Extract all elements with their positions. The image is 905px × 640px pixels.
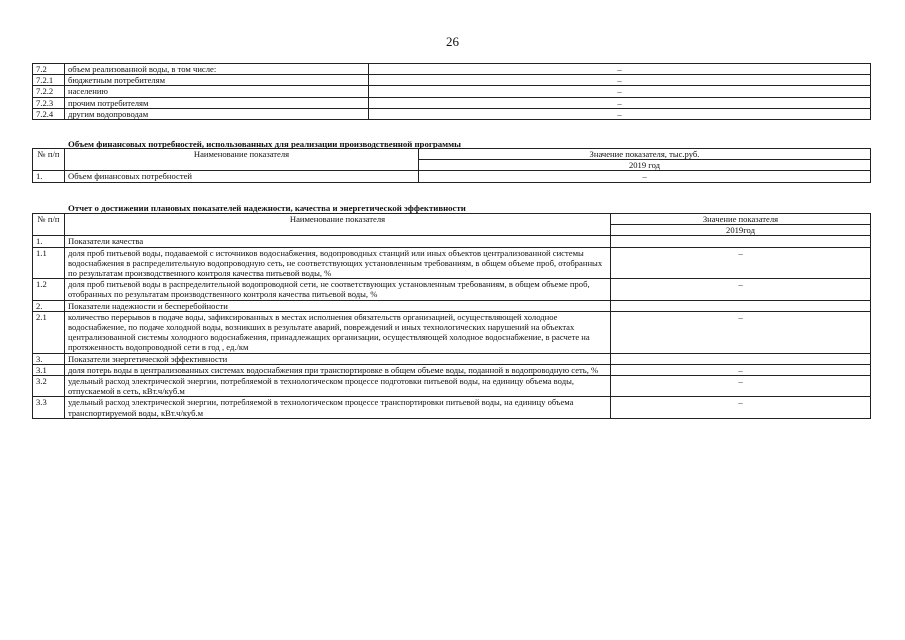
row-value: –	[369, 86, 871, 97]
table-row	[33, 376, 871, 397]
row-name: доля проб питьевой воды, подаваемой с источников водоснабжения, водопроводных станций или иных объектов централизованной системы водоснабжения в распределительную водопроводную сеть, не соответствующих установленным требованиям, в общем объеме проб, отобранных по результатам производственного контроля качества питьевой воды, %	[65, 247, 611, 279]
row-value	[611, 236, 871, 247]
indicators-report-title: Отчет о достижении плановых показателей надежности, качества и энергетической эффективности	[68, 203, 466, 213]
row-number: 1.1	[33, 247, 65, 279]
row-number: 1.2	[33, 279, 65, 300]
row-number: 1.	[33, 171, 65, 182]
row-value: –	[611, 364, 871, 375]
indicators-table	[32, 213, 871, 419]
row-number: 2.	[33, 300, 65, 311]
row-value: –	[611, 247, 871, 279]
page-number: 26	[446, 34, 459, 49]
row-name: удельный расход электрической энергии, потребляемой в технологическом процессе подготовки питьевой воды, на единицу объема воды, отпускаемой в сеть, кВт.ч/куб.м	[65, 376, 611, 397]
row-value: –	[611, 376, 871, 397]
table-header-row	[33, 149, 871, 160]
table-row	[33, 97, 871, 108]
financial-needs-table	[32, 148, 871, 183]
row-value: –	[611, 311, 871, 353]
header-value: Значение показателя, тыс.руб.	[419, 149, 871, 160]
row-value	[611, 353, 871, 364]
header-year: 2019год	[611, 225, 871, 236]
row-number: 3.3	[33, 397, 65, 418]
table-row	[33, 171, 871, 182]
row-name: количество перерывов в подаче воды, зафиксированных в местах исполнения обязательств организацией, осуществляющей холодное водоснабжение, по подаче холодной воды, возникших в результате аварий, повреждений и иных технологических нарушений на объектах централизованной системы холодного водоснабжения, принадлежащих организации, осуществляющей холодное водоснабжение, в расчете на протяженность водопроводной сети в год , ед./км	[65, 311, 611, 353]
row-value: –	[611, 397, 871, 418]
header-name: Наименование показателя	[65, 149, 419, 171]
row-number: 7.2.3	[33, 97, 65, 108]
header-name: Наименование показателя	[65, 214, 611, 236]
row-value	[611, 300, 871, 311]
row-value: –	[419, 171, 871, 182]
row-value: –	[369, 75, 871, 86]
row-value: –	[369, 108, 871, 119]
section-row	[33, 353, 871, 364]
table-row	[33, 64, 871, 75]
row-name: другим водопроводам	[65, 108, 369, 119]
row-name: доля потерь воды в централизованных системах водоснабжения при транспортировке в общем объеме воды, поданной в водопроводную сеть, %	[65, 364, 611, 375]
row-number: 7.2.4	[33, 108, 65, 119]
row-value: –	[369, 64, 871, 75]
header-number: № п/п	[33, 149, 65, 171]
row-name: Показатели энергетической эффективности	[65, 353, 611, 364]
row-name: населению	[65, 86, 369, 97]
row-value: –	[369, 97, 871, 108]
row-name: Показатели надежности и бесперебойности	[65, 300, 611, 311]
header-value: Значение показателя	[611, 214, 871, 225]
row-name: бюджетным потребителям	[65, 75, 369, 86]
row-number: 1.	[33, 236, 65, 247]
row-name: Объем финансовых потребностей	[65, 171, 419, 182]
row-value: –	[611, 279, 871, 300]
table-header-row	[33, 214, 871, 225]
header-year: 2019 год	[419, 160, 871, 171]
row-number: 3.2	[33, 376, 65, 397]
table-row	[33, 279, 871, 300]
row-name: объем реализованной воды, в том числе:	[65, 64, 369, 75]
row-number: 7.2.2	[33, 86, 65, 97]
header-number: № п/п	[33, 214, 65, 236]
row-number: 3.	[33, 353, 65, 364]
row-number: 3.1	[33, 364, 65, 375]
table-row	[33, 75, 871, 86]
water-sales-table	[32, 63, 871, 120]
table-row	[33, 364, 871, 375]
table-row	[33, 311, 871, 353]
row-number: 7.2.1	[33, 75, 65, 86]
section-row	[33, 300, 871, 311]
row-number: 2.1	[33, 311, 65, 353]
table-row	[33, 108, 871, 119]
row-number: 7.2	[33, 64, 65, 75]
row-name: прочим потребителям	[65, 97, 369, 108]
financial-needs-title: Объем финансовых потребностей, использованных для реализации производственной программы	[68, 139, 461, 149]
table-row	[33, 247, 871, 279]
table-row	[33, 397, 871, 418]
row-name: доля проб питьевой воды в распределительной водопроводной сети, не соответствующих установленным требованиям, в общем объеме проб, отобранных по результатам производственного контроля качества питьевой воды, %	[65, 279, 611, 300]
section-row	[33, 236, 871, 247]
row-name: Показатели качества	[65, 236, 611, 247]
table-row	[33, 86, 871, 97]
row-name: удельный расход электрической энергии, потребляемой в технологическом процессе транспортировки питьевой воды, на единицу объема транспортируемой воды, кВт.ч/куб.м	[65, 397, 611, 418]
